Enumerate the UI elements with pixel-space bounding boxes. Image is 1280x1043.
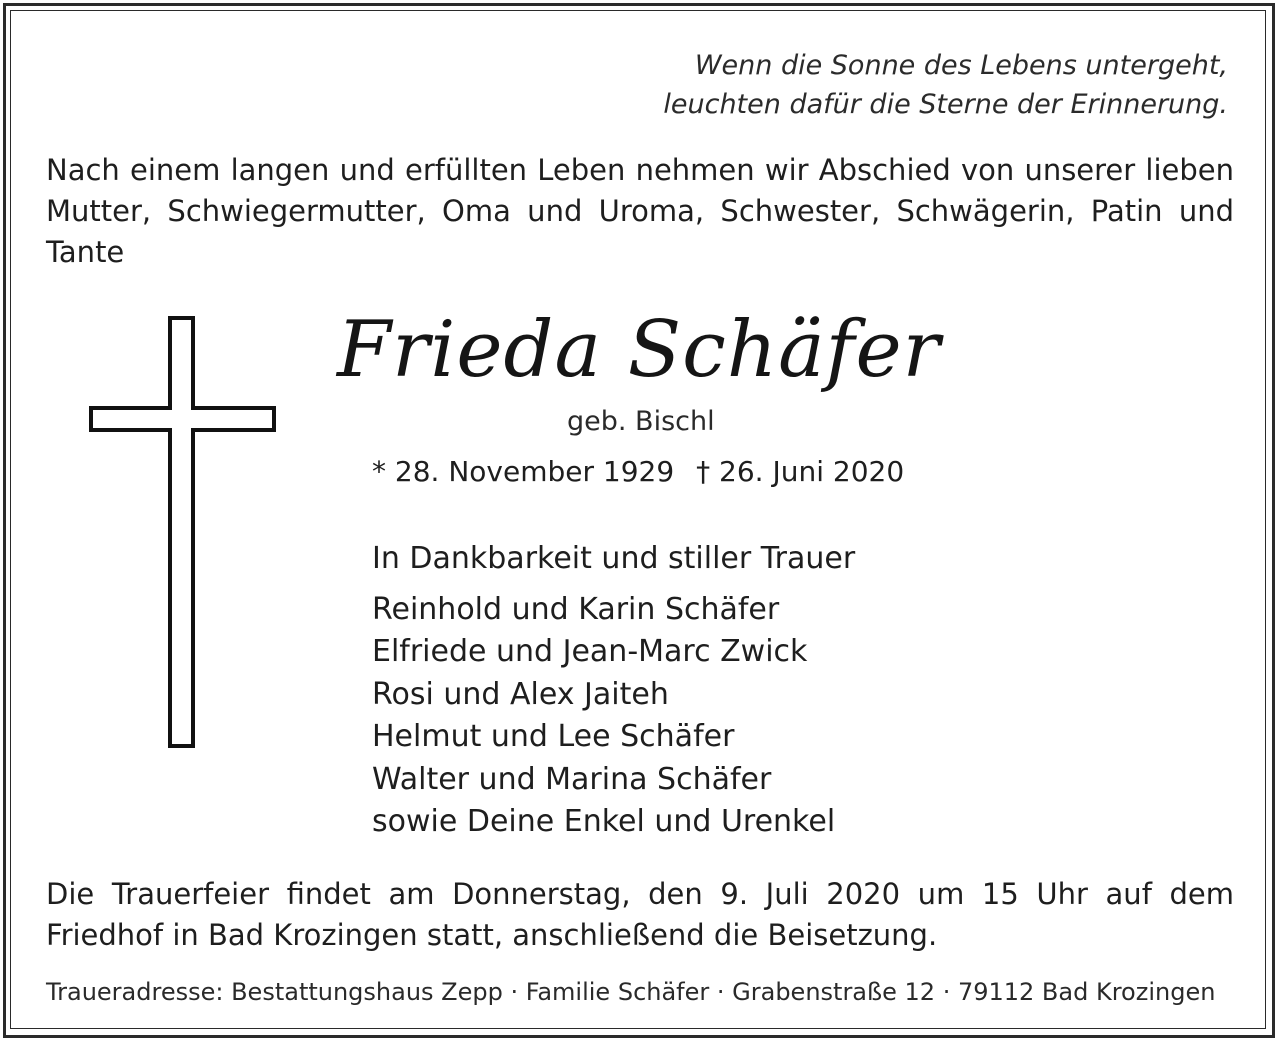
deceased-name: Frieda Schäfer [337,305,941,395]
mourner-item: Walter und Marina Schäfer [372,761,772,797]
life-dates [372,452,904,492]
death-date: † 26. Juni 2020 [696,455,905,488]
mourner-item: Elfriede und Jean-Marc Zwick [372,634,808,670]
grief-line: In Dankbarkeit und stiller Trauer [372,541,856,576]
mourner-item: sowie Deine Enkel und Urenkel [372,803,836,839]
birth-name: geb. Bischl [567,406,715,437]
intro-paragraph: Nach einem langen und erfüllten Leben nehmen wir Abschied von unserer lieben Mutter, Schwiegermutter, Oma und Uroma, Schwester, Schwägerin, Patin und Tante [46,153,1234,269]
mourner-item: Reinhold und Karin Schäfer [372,592,780,627]
motto-line-1: Wenn die Sonne des Lebens untergeht, [694,50,1228,81]
service-notice: Die Trauerfeier findet am Donnerstag, den 9. Juli 2020 um 15 Uhr auf dem Friedhof in Bad Krozingen statt, anschließend die Beisetzung. [46,877,1234,952]
birth-date: * 28. November 1929 [372,455,675,488]
mourner-item: Helmut und Lee Schäfer [372,719,735,755]
christian-cross-icon [88,316,278,748]
mourner-item: Rosi und Alex Jaiteh [372,676,669,712]
mourners-list [372,589,835,843]
motto-line-2: leuchten dafür die Sterne der Erinnerung. [663,89,1228,120]
mourning-address: Traueradresse: Bestattungshaus Zepp · Familie Schäfer · Grabenstraße 12 · 79112 Bad Krozingen [46,978,1216,1006]
motto-quote [663,46,1228,124]
